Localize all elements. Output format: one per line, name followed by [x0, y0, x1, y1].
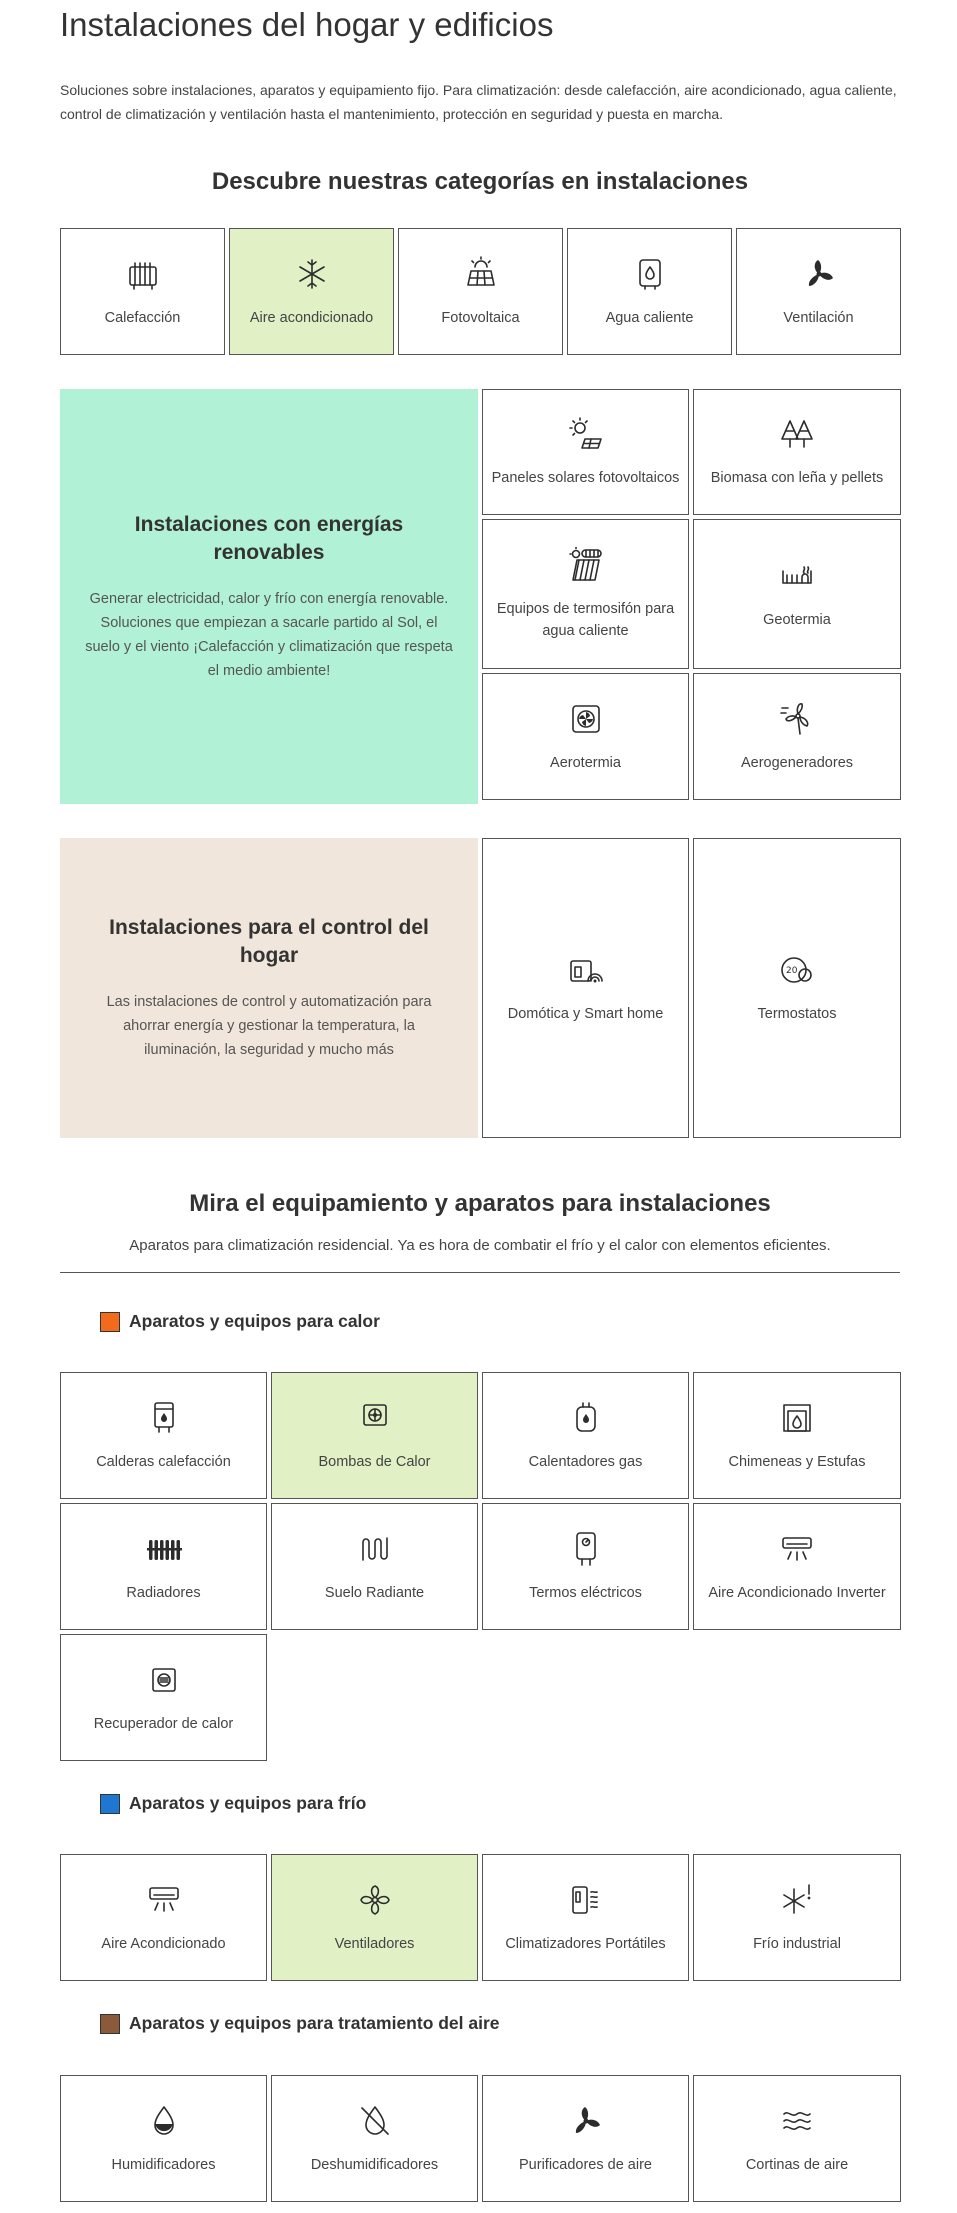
heat-heading-label: Aparatos y equipos para calor: [129, 1311, 380, 1331]
purifier-fan-icon: [567, 2102, 605, 2140]
air-label: Deshumidificadores: [310, 2156, 439, 2173]
cold-label: Ventiladores: [334, 1935, 415, 1952]
equipment-subtitle: Aparatos para climatización residencial. Ya es hora de combatir el frío y el calor con elementos eficientes.: [129, 1237, 831, 1254]
thermostat-icon: [778, 951, 816, 989]
air-curtain-icon: [778, 2102, 816, 2140]
ac-unit-icon: [145, 1881, 183, 1919]
category-label: Fotovoltaica: [441, 309, 520, 326]
renewable-paneles-solares[interactable]: [482, 389, 689, 515]
heat-suelo-radiante[interactable]: [271, 1503, 478, 1630]
renewable-termosifon[interactable]: [482, 519, 689, 669]
cold-swatch: [100, 1794, 120, 1814]
air-cortinas[interactable]: [693, 2075, 901, 2202]
heat-label: Recuperador de calor: [93, 1715, 234, 1732]
equipment-divider: [60, 1272, 900, 1273]
cold-heading: [100, 1793, 366, 1814]
category-label: Agua caliente: [605, 309, 694, 326]
heat-label: Bombas de Calor: [318, 1453, 431, 1470]
renewable-aerogeneradores[interactable]: [693, 673, 901, 800]
ventilator-icon: [356, 1881, 394, 1919]
heat-recuperador[interactable]: [60, 1634, 267, 1761]
heat-label: Chimeneas y Estufas: [728, 1453, 866, 1470]
air-heading: [100, 2013, 500, 2034]
fireplace-icon: [778, 1399, 816, 1437]
geothermal-icon: [778, 557, 816, 595]
renewable-label: Aerogeneradores: [740, 754, 854, 771]
cold-label: Climatizadores Portátiles: [505, 1935, 666, 1952]
heat-label: Suelo Radiante: [324, 1584, 425, 1601]
renewable-biomasa[interactable]: [693, 389, 901, 515]
category-agua-caliente[interactable]: [567, 228, 732, 355]
control-termostatos[interactable]: [693, 838, 901, 1138]
control-label: Termostatos: [757, 1006, 837, 1022]
air-label: Purificadores de aire: [519, 2156, 652, 2173]
renewable-label: Paneles solares fotovoltaicos: [491, 470, 680, 486]
inverter-ac-icon: [778, 1530, 816, 1568]
page-title: Instalaciones del hogar y edificios: [60, 6, 554, 43]
wind-turbine-icon: [778, 700, 816, 738]
underfloor-heating-icon: [356, 1530, 394, 1568]
drop-icon: [145, 2102, 183, 2140]
heat-aire-inverter[interactable]: [693, 1503, 901, 1630]
heat-label: Aire Acondicionado Inverter: [708, 1584, 886, 1601]
sun-panel-icon: [567, 415, 605, 453]
renewable-label: Equipos de termosifón para agua caliente: [496, 601, 675, 639]
radiator-icon: [124, 255, 162, 293]
trees-icon: [778, 415, 816, 453]
heat-label: Calentadores gas: [528, 1453, 643, 1470]
thermosiphon-icon: [567, 546, 605, 584]
no-drop-icon: [356, 2102, 394, 2140]
cold-aire-acondicionado[interactable]: [60, 1854, 267, 1981]
control-title: Instalaciones para el control del hogar: [109, 916, 429, 967]
renewables-text: Generar electricidad, calor y frío con energía renovable. Soluciones que empiezan a sacarle partido al Sol, el suelo y el viento ¡Calefacción y climatización que respeta el medio ambiente!: [85, 590, 453, 679]
solar-panel-icon: [462, 255, 500, 293]
control-text: Las instalaciones de control y automatización para ahorrar energía y gestionar la temperatura, la iluminación, la seguridad y mucho más: [106, 994, 432, 1058]
air-humidificadores[interactable]: [60, 2075, 267, 2202]
heat-recovery-icon: [145, 1661, 183, 1699]
air-label: Humidificadores: [111, 2156, 216, 2173]
cold-label: Frío industrial: [753, 1935, 841, 1952]
category-aire-acondicionado[interactable]: [229, 228, 394, 355]
cold-ventiladores[interactable]: [271, 1854, 478, 1981]
equipment-heading: Mira el equipamiento y aparatos para instalaciones: [189, 1190, 771, 1217]
category-fotovoltaica[interactable]: [398, 228, 563, 355]
cold-climatizadores[interactable]: [482, 1854, 689, 1981]
category-label: Ventilación: [783, 309, 854, 326]
water-heater-icon: [631, 255, 669, 293]
heat-chimeneas[interactable]: [693, 1372, 901, 1499]
category-calefaccion[interactable]: [60, 228, 225, 355]
control-label: Domótica y Smart home: [507, 1006, 664, 1022]
heat-calentadores-gas[interactable]: [482, 1372, 689, 1499]
air-heading-label: Aparatos y equipos para tratamiento del aire: [129, 2013, 500, 2033]
smart-home-icon: [567, 951, 605, 989]
renewable-label: Geotermia: [763, 612, 831, 628]
heat-bombas-calor[interactable]: [271, 1372, 478, 1499]
renewables-title: Instalaciones con energías renovables: [134, 512, 404, 564]
heat-label: Calderas calefacción: [96, 1453, 231, 1470]
electric-water-heater-icon: [567, 1530, 605, 1568]
industrial-cold-icon: [778, 1881, 816, 1919]
heat-calderas[interactable]: [60, 1372, 267, 1499]
category-ventilacion[interactable]: [736, 228, 901, 355]
category-label: Aire acondicionado: [249, 309, 374, 326]
cold-label: Aire Acondicionado: [101, 1935, 226, 1952]
aerothermal-icon: [567, 700, 605, 738]
snowflake-icon: [293, 255, 331, 293]
heat-termos-electricos[interactable]: [482, 1503, 689, 1630]
renewable-label: Biomasa con leña y pellets: [710, 470, 884, 486]
cold-heading-label: Aparatos y equipos para frío: [129, 1793, 367, 1813]
category-label: Calefacción: [104, 309, 181, 326]
heat-heading: [100, 1311, 380, 1332]
air-purificadores[interactable]: [482, 2075, 689, 2202]
portable-cooler-icon: [567, 1881, 605, 1919]
gas-heater-icon: [567, 1399, 605, 1437]
air-deshumidificadores[interactable]: [271, 2075, 478, 2202]
control-panel: [60, 838, 478, 1138]
boiler-icon: [145, 1399, 183, 1437]
renewable-label: Aerotermia: [550, 754, 621, 771]
page-intro: Soluciones sobre instalaciones, aparatos y equipamiento fijo. Para climatización: desde calefacción, aire acondicionado, agua caliente, control de climatización y ventilación hasta el mantenimiento, protección en seguridad y puesta en marcha.: [60, 82, 897, 122]
heat-label: Termos eléctricos: [529, 1584, 642, 1601]
heat-pump-icon: [356, 1399, 394, 1437]
cold-frio-industrial[interactable]: [693, 1854, 901, 1981]
heat-radiadores[interactable]: [60, 1503, 267, 1630]
renewable-aerotermia[interactable]: [482, 673, 689, 800]
radiator-fins-icon: [145, 1530, 183, 1568]
heat-label: Radiadores: [126, 1584, 201, 1601]
air-label: Cortinas de aire: [745, 2156, 849, 2173]
control-domotica[interactable]: [482, 838, 689, 1138]
categories-heading: Descubre nuestras categorías en instalaciones: [211, 168, 749, 195]
renewable-geotermia[interactable]: [693, 519, 901, 669]
fan-icon: [800, 255, 838, 293]
air-swatch: [100, 2014, 120, 2034]
renewables-panel: [60, 389, 478, 804]
svg-text:20: 20: [786, 966, 798, 976]
heat-swatch: [100, 1312, 120, 1332]
